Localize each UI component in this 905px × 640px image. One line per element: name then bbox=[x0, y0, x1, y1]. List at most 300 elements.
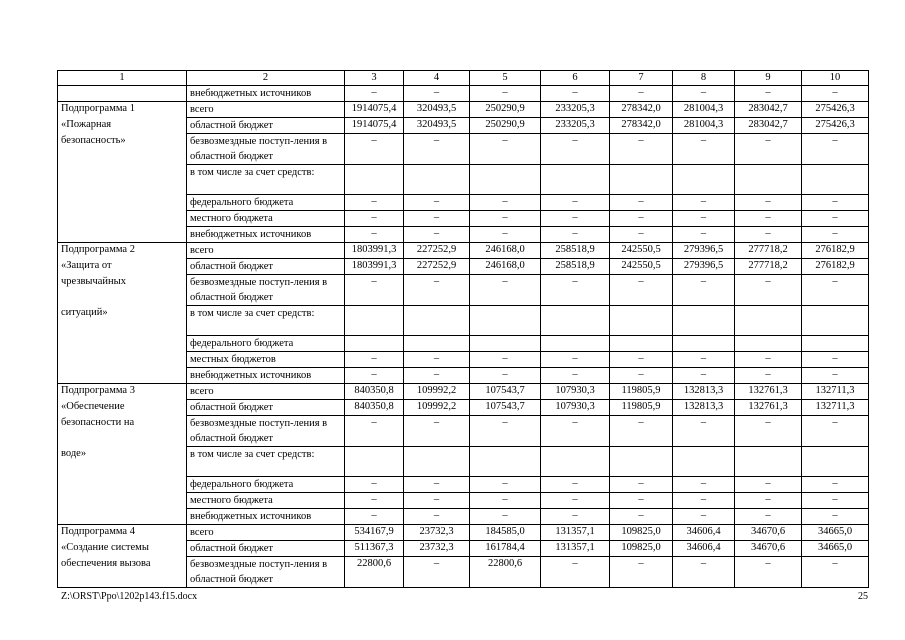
value-cell: 242550,5 bbox=[610, 243, 673, 259]
value-cell: 281004,3 bbox=[673, 102, 735, 118]
value-cell: – bbox=[541, 416, 610, 447]
value-cell: – bbox=[345, 368, 404, 384]
value-cell bbox=[541, 336, 610, 352]
funding-source-label: всего bbox=[187, 525, 345, 541]
value-cell bbox=[610, 447, 673, 477]
value-cell: 840350,8 bbox=[345, 400, 404, 416]
program-name-line: безопасности на bbox=[61, 416, 135, 428]
value-cell: – bbox=[470, 509, 541, 525]
value-cell: 107930,3 bbox=[541, 400, 610, 416]
value-cell: 34665,0 bbox=[802, 525, 869, 541]
funding-source-label: безвозмездные поступ-ления в областной бюджет bbox=[187, 557, 345, 588]
value-cell: 246168,0 bbox=[470, 243, 541, 259]
value-cell: – bbox=[470, 275, 541, 306]
table-row bbox=[58, 275, 869, 306]
table-row bbox=[58, 447, 869, 477]
value-cell: 250290,9 bbox=[470, 118, 541, 134]
value-cell: 34670,6 bbox=[735, 525, 802, 541]
value-cell: 132761,3 bbox=[735, 400, 802, 416]
funding-source-label: безвозмездные поступ-ления в областной бюджет bbox=[187, 275, 345, 306]
value-cell: 119805,9 bbox=[610, 384, 673, 400]
value-cell: – bbox=[541, 477, 610, 493]
value-cell: – bbox=[802, 493, 869, 509]
program-name-line: обеспечения вызова bbox=[61, 557, 151, 569]
value-cell: 275426,3 bbox=[802, 118, 869, 134]
value-cell: 233205,3 bbox=[541, 102, 610, 118]
value-cell: – bbox=[470, 493, 541, 509]
value-cell bbox=[345, 336, 404, 352]
value-cell: – bbox=[802, 275, 869, 306]
program-name-cell bbox=[58, 227, 187, 243]
value-cell bbox=[802, 306, 869, 336]
table-row bbox=[58, 259, 869, 275]
value-cell: – bbox=[802, 368, 869, 384]
value-cell: 258518,9 bbox=[541, 259, 610, 275]
column-header: 7 bbox=[610, 71, 673, 86]
program-name-line: безопасность» bbox=[61, 134, 126, 146]
value-cell: – bbox=[610, 493, 673, 509]
table-row bbox=[58, 368, 869, 384]
funding-source-label: внебюджетных источников bbox=[187, 86, 345, 102]
program-name-line: Подпрограмма 3 bbox=[61, 385, 135, 396]
program-name-cell bbox=[58, 165, 187, 195]
value-cell bbox=[735, 447, 802, 477]
value-cell: 119805,9 bbox=[610, 400, 673, 416]
value-cell: 279396,5 bbox=[673, 259, 735, 275]
funding-source-label: областной бюджет bbox=[187, 118, 345, 134]
value-cell: 161784,4 bbox=[470, 541, 541, 557]
column-header: 2 bbox=[187, 71, 345, 86]
program-name-cell bbox=[58, 557, 187, 588]
value-cell: 107543,7 bbox=[470, 400, 541, 416]
value-cell: 132761,3 bbox=[735, 384, 802, 400]
value-cell: – bbox=[673, 352, 735, 368]
funding-source-label: местного бюджета bbox=[187, 493, 345, 509]
program-name-cell bbox=[58, 493, 187, 509]
value-cell: – bbox=[735, 227, 802, 243]
value-cell: – bbox=[404, 557, 470, 588]
value-cell: – bbox=[802, 352, 869, 368]
value-cell: – bbox=[673, 416, 735, 447]
value-cell: – bbox=[735, 416, 802, 447]
value-cell bbox=[404, 165, 470, 195]
table-row bbox=[58, 541, 869, 557]
value-cell bbox=[673, 165, 735, 195]
value-cell: – bbox=[673, 211, 735, 227]
value-cell: – bbox=[345, 493, 404, 509]
value-cell bbox=[541, 165, 610, 195]
value-cell bbox=[470, 165, 541, 195]
program-name-line: Подпрограмма 1 bbox=[61, 103, 135, 114]
value-cell bbox=[345, 447, 404, 477]
table-row bbox=[58, 384, 869, 400]
value-cell bbox=[345, 306, 404, 336]
funding-source-label: федерального бюджета bbox=[187, 477, 345, 493]
funding-source-label: безвозмездные поступ-ления в областной бюджет bbox=[187, 134, 345, 165]
value-cell: – bbox=[610, 557, 673, 588]
value-cell: 278342,0 bbox=[610, 102, 673, 118]
value-cell: – bbox=[673, 493, 735, 509]
value-cell: 131357,1 bbox=[541, 541, 610, 557]
table-row bbox=[58, 227, 869, 243]
value-cell: 275426,3 bbox=[802, 102, 869, 118]
value-cell bbox=[610, 336, 673, 352]
program-name-cell bbox=[58, 384, 187, 400]
column-header: 8 bbox=[673, 71, 735, 86]
value-cell: – bbox=[735, 493, 802, 509]
value-cell: – bbox=[541, 134, 610, 165]
funding-source-label: в том числе за счет средств: bbox=[187, 306, 345, 336]
table-row bbox=[58, 493, 869, 509]
table-row bbox=[58, 509, 869, 525]
value-cell: – bbox=[404, 227, 470, 243]
program-name-cell bbox=[58, 336, 187, 352]
value-cell: – bbox=[404, 134, 470, 165]
program-name-line: «Обеспечение bbox=[61, 400, 125, 412]
value-cell: – bbox=[345, 509, 404, 525]
program-name-cell bbox=[58, 211, 187, 227]
table-row bbox=[58, 243, 869, 259]
column-header: 5 bbox=[470, 71, 541, 86]
value-cell: – bbox=[802, 227, 869, 243]
value-cell: – bbox=[541, 211, 610, 227]
value-cell: 1803991,3 bbox=[345, 243, 404, 259]
table-row bbox=[58, 102, 869, 118]
value-cell: 132813,3 bbox=[673, 384, 735, 400]
value-cell: – bbox=[802, 195, 869, 211]
column-header: 10 bbox=[802, 71, 869, 86]
value-cell bbox=[802, 165, 869, 195]
program-name-cell bbox=[58, 368, 187, 384]
value-cell: – bbox=[610, 416, 673, 447]
funding-source-label: областной бюджет bbox=[187, 400, 345, 416]
value-cell: – bbox=[404, 493, 470, 509]
value-cell: – bbox=[673, 195, 735, 211]
value-cell: – bbox=[541, 275, 610, 306]
value-cell: – bbox=[610, 275, 673, 306]
value-cell: 246168,0 bbox=[470, 259, 541, 275]
value-cell: – bbox=[470, 352, 541, 368]
value-cell: – bbox=[610, 195, 673, 211]
value-cell: – bbox=[610, 211, 673, 227]
value-cell: 511367,3 bbox=[345, 541, 404, 557]
value-cell: 320493,5 bbox=[404, 118, 470, 134]
value-cell: 276182,9 bbox=[802, 259, 869, 275]
value-cell: – bbox=[470, 134, 541, 165]
value-cell: – bbox=[673, 134, 735, 165]
value-cell: – bbox=[673, 275, 735, 306]
value-cell: 34665,0 bbox=[802, 541, 869, 557]
value-cell: – bbox=[735, 195, 802, 211]
value-cell: – bbox=[735, 509, 802, 525]
value-cell: 107930,3 bbox=[541, 384, 610, 400]
program-cell bbox=[58, 86, 187, 102]
column-header: 6 bbox=[541, 71, 610, 86]
value-cell: 22800,6 bbox=[345, 557, 404, 588]
program-name-line: ситуаций» bbox=[61, 306, 108, 318]
value-cell: – bbox=[345, 352, 404, 368]
table-row bbox=[58, 165, 869, 195]
table-row bbox=[58, 134, 869, 165]
column-header: 1 bbox=[58, 71, 187, 86]
table-row bbox=[58, 86, 869, 102]
value-cell: – bbox=[541, 493, 610, 509]
budget-table bbox=[57, 70, 869, 588]
program-name-cell bbox=[58, 509, 187, 525]
program-name-cell bbox=[58, 102, 187, 118]
file-path: Z:\ORST\Ppo\1202p143.f15.docx bbox=[61, 591, 198, 602]
value-cell: 132711,3 bbox=[802, 400, 869, 416]
table-row bbox=[58, 557, 869, 588]
value-cell: – bbox=[802, 477, 869, 493]
program-name-line: «Пожарная bbox=[61, 118, 112, 130]
table-row bbox=[58, 118, 869, 134]
table-row bbox=[58, 211, 869, 227]
value-cell: 22800,6 bbox=[470, 557, 541, 588]
funding-source-label: всего bbox=[187, 102, 345, 118]
value-cell: – bbox=[610, 477, 673, 493]
value-cell: 109992,2 bbox=[404, 384, 470, 400]
value-cell: 109825,0 bbox=[610, 541, 673, 557]
program-name-cell bbox=[58, 243, 187, 259]
value-cell: – bbox=[610, 134, 673, 165]
program-name-line: Подпрограмма 2 bbox=[61, 244, 135, 255]
table-row bbox=[58, 195, 869, 211]
column-header: 3 bbox=[345, 71, 404, 86]
value-cell: – bbox=[673, 557, 735, 588]
column-header: 4 bbox=[404, 71, 470, 86]
program-name-line: чрезвычайных bbox=[61, 275, 126, 287]
value-cell: – bbox=[735, 368, 802, 384]
value-cell: – bbox=[673, 227, 735, 243]
funding-source-label: всего bbox=[187, 384, 345, 400]
funding-source-label: областной бюджет bbox=[187, 541, 345, 557]
program-name-cell bbox=[58, 134, 187, 165]
value-cell: – bbox=[404, 416, 470, 447]
program-name-line: «Защита от bbox=[61, 259, 112, 271]
program-name-cell bbox=[58, 477, 187, 493]
value-cell: 1914075,4 bbox=[345, 118, 404, 134]
value-cell: – bbox=[673, 509, 735, 525]
value-cell: – bbox=[735, 211, 802, 227]
value-cell: – bbox=[345, 477, 404, 493]
value-cell: – bbox=[470, 477, 541, 493]
value-cell: 23732,3 bbox=[404, 525, 470, 541]
value-cell bbox=[802, 336, 869, 352]
funding-source-label: местных бюджетов bbox=[187, 352, 345, 368]
value-cell bbox=[404, 336, 470, 352]
program-name-cell bbox=[58, 416, 187, 447]
value-cell bbox=[470, 306, 541, 336]
program-name-cell bbox=[58, 306, 187, 336]
value-cell: – bbox=[735, 134, 802, 165]
value-cell: – bbox=[345, 275, 404, 306]
funding-source-label: в том числе за счет средств: bbox=[187, 447, 345, 477]
value-cell: 1914075,4 bbox=[345, 102, 404, 118]
value-cell bbox=[470, 447, 541, 477]
value-cell: – bbox=[345, 86, 404, 102]
value-cell: – bbox=[735, 557, 802, 588]
funding-source-label: в том числе за счет средств: bbox=[187, 165, 345, 195]
value-cell: – bbox=[541, 352, 610, 368]
value-cell bbox=[470, 336, 541, 352]
value-cell bbox=[735, 165, 802, 195]
value-cell: – bbox=[470, 86, 541, 102]
column-header: 9 bbox=[735, 71, 802, 86]
funding-source-label: внебюджетных источников bbox=[187, 368, 345, 384]
value-cell: 277718,2 bbox=[735, 243, 802, 259]
value-cell: – bbox=[404, 195, 470, 211]
page-number: 25 bbox=[858, 591, 868, 602]
value-cell: – bbox=[470, 416, 541, 447]
value-cell bbox=[673, 336, 735, 352]
program-name-cell bbox=[58, 259, 187, 275]
value-cell: 131357,1 bbox=[541, 525, 610, 541]
value-cell: – bbox=[470, 211, 541, 227]
value-cell: – bbox=[610, 86, 673, 102]
value-cell: – bbox=[345, 195, 404, 211]
program-name-cell bbox=[58, 118, 187, 134]
program-name-cell bbox=[58, 275, 187, 306]
table-row bbox=[58, 477, 869, 493]
table-row bbox=[58, 416, 869, 447]
value-cell: – bbox=[541, 227, 610, 243]
value-cell: 23732,3 bbox=[404, 541, 470, 557]
funding-source-label: всего bbox=[187, 243, 345, 259]
value-cell: – bbox=[610, 352, 673, 368]
value-cell: – bbox=[541, 195, 610, 211]
value-cell: 1803991,3 bbox=[345, 259, 404, 275]
value-cell: – bbox=[541, 368, 610, 384]
value-cell: 109992,2 bbox=[404, 400, 470, 416]
value-cell: – bbox=[610, 368, 673, 384]
program-name-line: «Создание системы bbox=[61, 541, 149, 553]
program-name-cell bbox=[58, 447, 187, 477]
value-cell: 279396,5 bbox=[673, 243, 735, 259]
value-cell: – bbox=[735, 477, 802, 493]
value-cell: 34606,4 bbox=[673, 541, 735, 557]
value-cell: 233205,3 bbox=[541, 118, 610, 134]
value-cell: 534167,9 bbox=[345, 525, 404, 541]
value-cell: 840350,8 bbox=[345, 384, 404, 400]
value-cell: 250290,9 bbox=[470, 102, 541, 118]
value-cell: 281004,3 bbox=[673, 118, 735, 134]
value-cell: – bbox=[802, 557, 869, 588]
value-cell: – bbox=[802, 509, 869, 525]
value-cell bbox=[735, 306, 802, 336]
value-cell: – bbox=[673, 477, 735, 493]
value-cell: – bbox=[404, 477, 470, 493]
program-name-cell bbox=[58, 525, 187, 541]
value-cell: – bbox=[735, 86, 802, 102]
value-cell bbox=[541, 447, 610, 477]
value-cell: – bbox=[404, 352, 470, 368]
value-cell: – bbox=[673, 86, 735, 102]
value-cell: – bbox=[404, 86, 470, 102]
table-row bbox=[58, 352, 869, 368]
value-cell: – bbox=[735, 275, 802, 306]
program-name-line: Подпрограмма 4 bbox=[61, 526, 135, 537]
table-row bbox=[58, 306, 869, 336]
value-cell bbox=[404, 306, 470, 336]
table-row bbox=[58, 400, 869, 416]
program-name-cell bbox=[58, 195, 187, 211]
value-cell: 283042,7 bbox=[735, 102, 802, 118]
value-cell bbox=[673, 447, 735, 477]
value-cell: – bbox=[470, 368, 541, 384]
value-cell: – bbox=[345, 134, 404, 165]
value-cell: 277718,2 bbox=[735, 259, 802, 275]
value-cell: – bbox=[802, 86, 869, 102]
value-cell: – bbox=[802, 416, 869, 447]
value-cell: – bbox=[345, 227, 404, 243]
value-cell: – bbox=[610, 509, 673, 525]
funding-source-label: безвозмездные поступ-ления в областной бюджет bbox=[187, 416, 345, 447]
value-cell: – bbox=[541, 557, 610, 588]
header-row bbox=[58, 71, 869, 86]
value-cell: 320493,5 bbox=[404, 102, 470, 118]
program-name-cell bbox=[58, 352, 187, 368]
value-cell: – bbox=[345, 416, 404, 447]
value-cell: 132711,3 bbox=[802, 384, 869, 400]
table-row bbox=[58, 525, 869, 541]
value-cell bbox=[404, 447, 470, 477]
value-cell bbox=[541, 306, 610, 336]
value-cell: – bbox=[404, 211, 470, 227]
value-cell: 278342,0 bbox=[610, 118, 673, 134]
value-cell: 184585,0 bbox=[470, 525, 541, 541]
value-cell: 283042,7 bbox=[735, 118, 802, 134]
value-cell: – bbox=[470, 195, 541, 211]
value-cell: 34670,6 bbox=[735, 541, 802, 557]
value-cell: 227252,9 bbox=[404, 259, 470, 275]
value-cell bbox=[610, 165, 673, 195]
value-cell: – bbox=[735, 352, 802, 368]
value-cell: – bbox=[610, 227, 673, 243]
value-cell: 132813,3 bbox=[673, 400, 735, 416]
value-cell: 258518,9 bbox=[541, 243, 610, 259]
funding-source-label: внебюджетных источников bbox=[187, 227, 345, 243]
value-cell: – bbox=[404, 368, 470, 384]
value-cell bbox=[802, 447, 869, 477]
value-cell bbox=[735, 336, 802, 352]
value-cell: 34606,4 bbox=[673, 525, 735, 541]
funding-source-label: федерального бюджета bbox=[187, 195, 345, 211]
value-cell: – bbox=[345, 211, 404, 227]
value-cell: 242550,5 bbox=[610, 259, 673, 275]
program-name-line: воде» bbox=[61, 447, 87, 459]
value-cell: – bbox=[673, 368, 735, 384]
program-name-cell bbox=[58, 400, 187, 416]
table-row bbox=[58, 336, 869, 352]
value-cell: – bbox=[802, 134, 869, 165]
funding-source-label: федерального бюджета bbox=[187, 336, 345, 352]
funding-source-label: внебюджетных источников bbox=[187, 509, 345, 525]
value-cell bbox=[345, 165, 404, 195]
value-cell: – bbox=[541, 509, 610, 525]
value-cell: – bbox=[802, 211, 869, 227]
value-cell: 107543,7 bbox=[470, 384, 541, 400]
funding-source-label: местного бюджета bbox=[187, 211, 345, 227]
value-cell bbox=[673, 306, 735, 336]
value-cell: 276182,9 bbox=[802, 243, 869, 259]
value-cell: – bbox=[404, 275, 470, 306]
value-cell: 109825,0 bbox=[610, 525, 673, 541]
funding-source-label: областной бюджет bbox=[187, 259, 345, 275]
value-cell: – bbox=[470, 227, 541, 243]
program-name-cell bbox=[58, 541, 187, 557]
value-cell: – bbox=[404, 509, 470, 525]
